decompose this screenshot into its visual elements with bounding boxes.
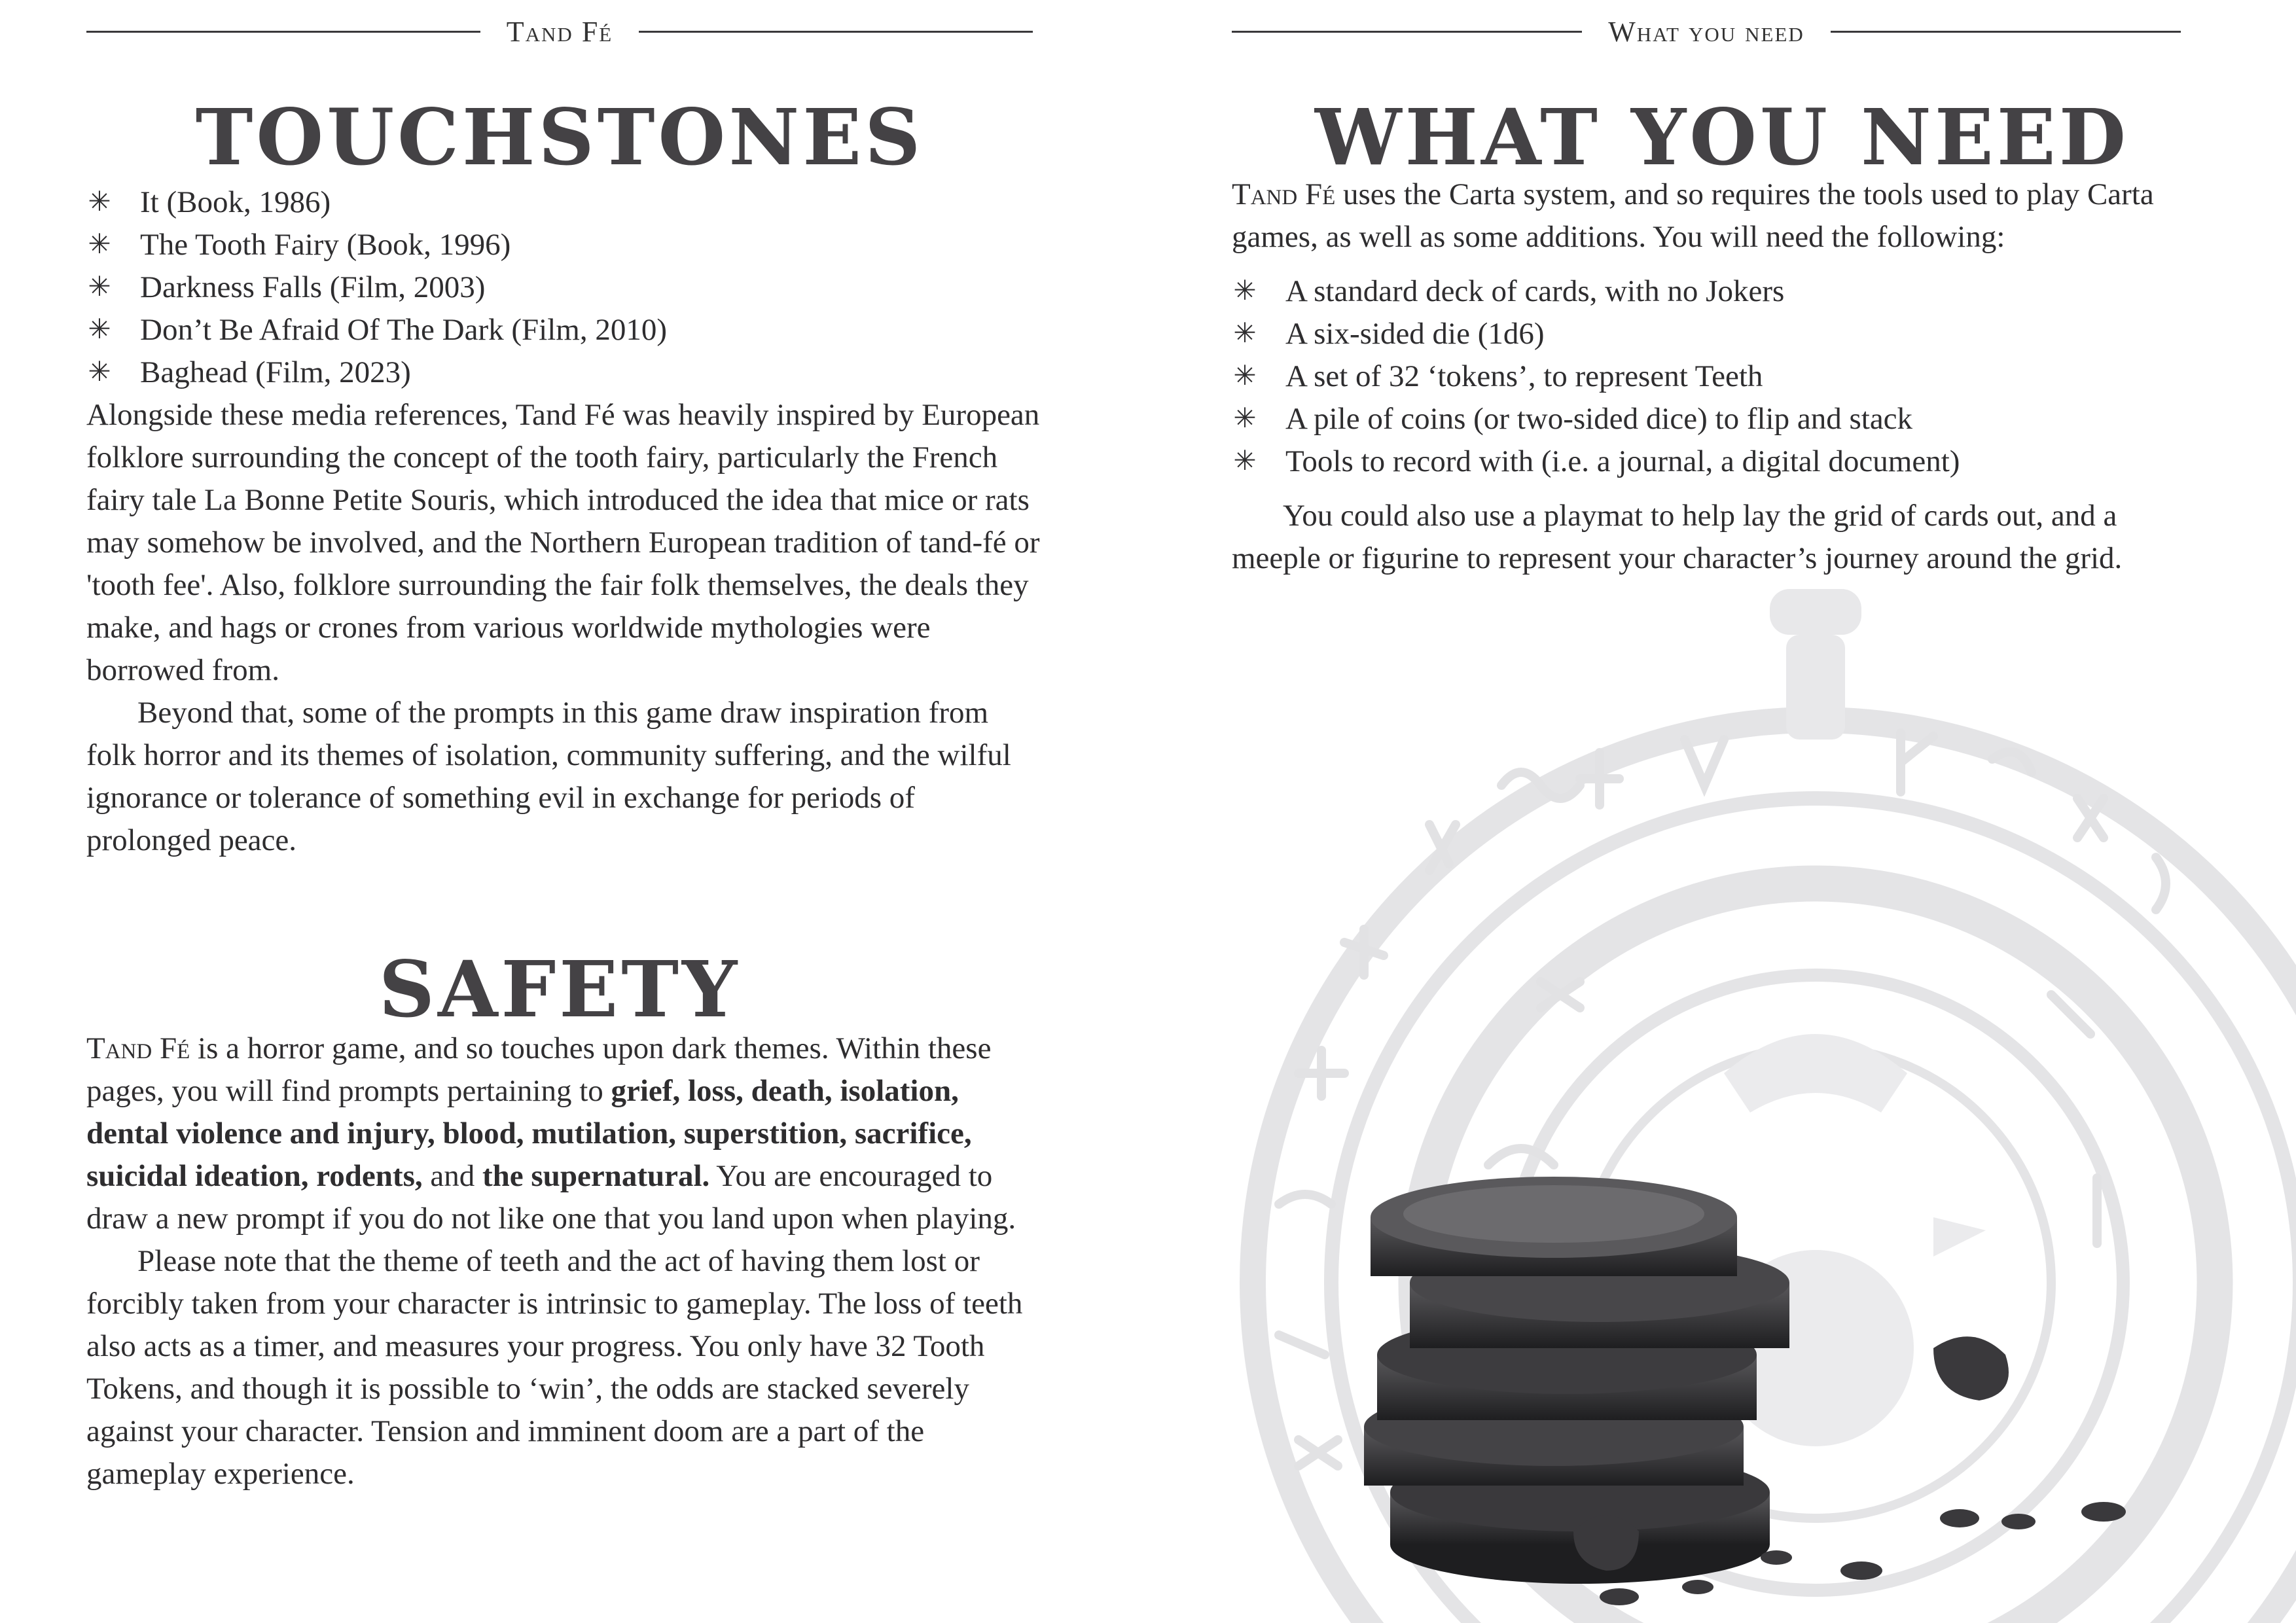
list-item-text: A pile of coins (or two-sided dice) to flip and stack — [1285, 402, 1913, 436]
list-item — [86, 266, 1042, 309]
list-item — [1232, 398, 2187, 440]
bullet-star-icon: ✳ — [1233, 404, 1257, 434]
safety-paragraph-2: Please note that the theme of teeth and the act of having them lost or forcibly taken from your character is intrinsic to gameplay. The loss of teeth also acts as a timer, and measures your progress. You only have 32 Tooth Tokens, and though it is possible to ‘win’, the odds are stacked severely against your character. Tension and imminent doom are a part of the gameplay experience. — [86, 1244, 1023, 1491]
header-rule — [1232, 31, 1582, 33]
content-warning-list: grief, loss, death, isolation, dental violence and injury, blood, mutilation, superstition, sacrifice, suicidal ideation, rodents, — [86, 1074, 972, 1193]
text-run: uses the Carta system, and so requires the tools used to play Carta games, as well as some additions. You will need the following: — [1232, 177, 2154, 254]
header-rule — [1831, 31, 2181, 33]
bullet-star-icon: ✳ — [88, 315, 111, 345]
bullet-star-icon: ✳ — [1233, 361, 1257, 391]
list-item — [86, 181, 1042, 224]
bullet-star-icon: ✳ — [88, 187, 111, 217]
running-header-text: Tand Fé — [506, 15, 613, 48]
what-you-need-intro — [1232, 173, 2187, 259]
bullet-star-icon: ✳ — [1233, 319, 1257, 349]
list-item-text: A standard deck of cards, with no Jokers — [1285, 274, 1785, 308]
what-you-need-section — [1232, 173, 2187, 580]
safety-heading: SAFETY — [378, 944, 741, 1035]
list-item-text: Tools to record with (i.e. a journal, a digital document) — [1285, 444, 1960, 478]
bullet-star-icon: ✳ — [1233, 276, 1257, 306]
touchstones-list — [86, 181, 1042, 394]
rune-seal-illustration — [1148, 576, 2296, 1623]
bullet-star-icon: ✳ — [88, 230, 111, 260]
header-rule — [86, 31, 480, 33]
list-item-text: It (Book, 1986) — [140, 185, 331, 219]
what-you-need-heading: WHAT YOU NEED — [1314, 92, 2130, 183]
touchstones-heading: TOUCHSTONES — [195, 92, 924, 183]
list-item — [86, 224, 1042, 266]
list-item — [1232, 313, 2187, 355]
game-name: Tand Fé — [86, 1031, 190, 1065]
list-item-text: A set of 32 ‘tokens’, to represent Teeth — [1285, 359, 1763, 393]
list-item-text: The Tooth Fairy (Book, 1996) — [140, 228, 511, 262]
running-header-text: What you need — [1608, 15, 1804, 48]
list-item-text: A six-sided die (1d6) — [1285, 317, 1545, 351]
touchstones-section — [86, 181, 1042, 862]
safety-section — [86, 1027, 1042, 1495]
running-header-right — [1232, 12, 2181, 51]
touchstones-paragraph-2: Beyond that, some of the prompts in this game draw inspiration from folk horror and its themes of isolation, community suffering, and the wilful ignorance or tolerance of something evil in exchange for periods of prolonged peace. — [86, 696, 1011, 857]
list-item-text: Darkness Falls (Film, 2003) — [140, 270, 486, 304]
text-run: is a horror game, and so touches upon dark themes. Within these pages, you will find prompts pertaining to — [86, 1031, 992, 1108]
list-item — [1232, 355, 2187, 398]
bullet-star-icon: ✳ — [1233, 446, 1257, 476]
right-page — [1148, 0, 2296, 1623]
safety-paragraph-1 — [86, 1027, 1042, 1240]
requirements-list — [1232, 270, 2187, 483]
bullet-star-icon: ✳ — [88, 357, 111, 387]
touchstones-paragraph-1: Alongside these media references, Tand Fé was heavily inspired by European folklore surrounding the concept of the tooth fairy, particularly the French fairy tale La Bonne Petite Souris, which introduced the idea that mice or rats may somehow be involved, and the Northern European tradition of tand-fé or 'tooth fee'. Also, folklore surrounding the fair folk themselves, the deals they make, and hags or crones from various worldwide mythologies were borrowed from. — [86, 398, 1040, 687]
list-item-text: Don’t Be Afraid Of The Dark (Film, 2010) — [140, 313, 667, 347]
game-name: Tand Fé — [1232, 177, 1336, 211]
header-rule — [639, 31, 1033, 33]
list-item — [1232, 440, 2187, 483]
coin-stack — [1364, 1177, 1789, 1584]
bullet-star-icon: ✳ — [88, 272, 111, 302]
list-item — [86, 309, 1042, 351]
what-you-need-paragraph-2: You could also use a playmat to help lay the grid of cards out, and a meeple or figurine to represent your character’s journey around the grid. — [1232, 499, 2123, 575]
list-item — [86, 351, 1042, 394]
list-item-text: Baghead (Film, 2023) — [140, 355, 411, 389]
text-run: and — [422, 1159, 482, 1193]
content-warning-supernatural: the supernatural. — [482, 1159, 710, 1193]
running-header-left — [86, 12, 1033, 51]
text-run: You are encouraged to draw a new prompt if you do not like one that you land upon when playing. — [86, 1159, 1016, 1236]
list-item — [1232, 270, 2187, 313]
